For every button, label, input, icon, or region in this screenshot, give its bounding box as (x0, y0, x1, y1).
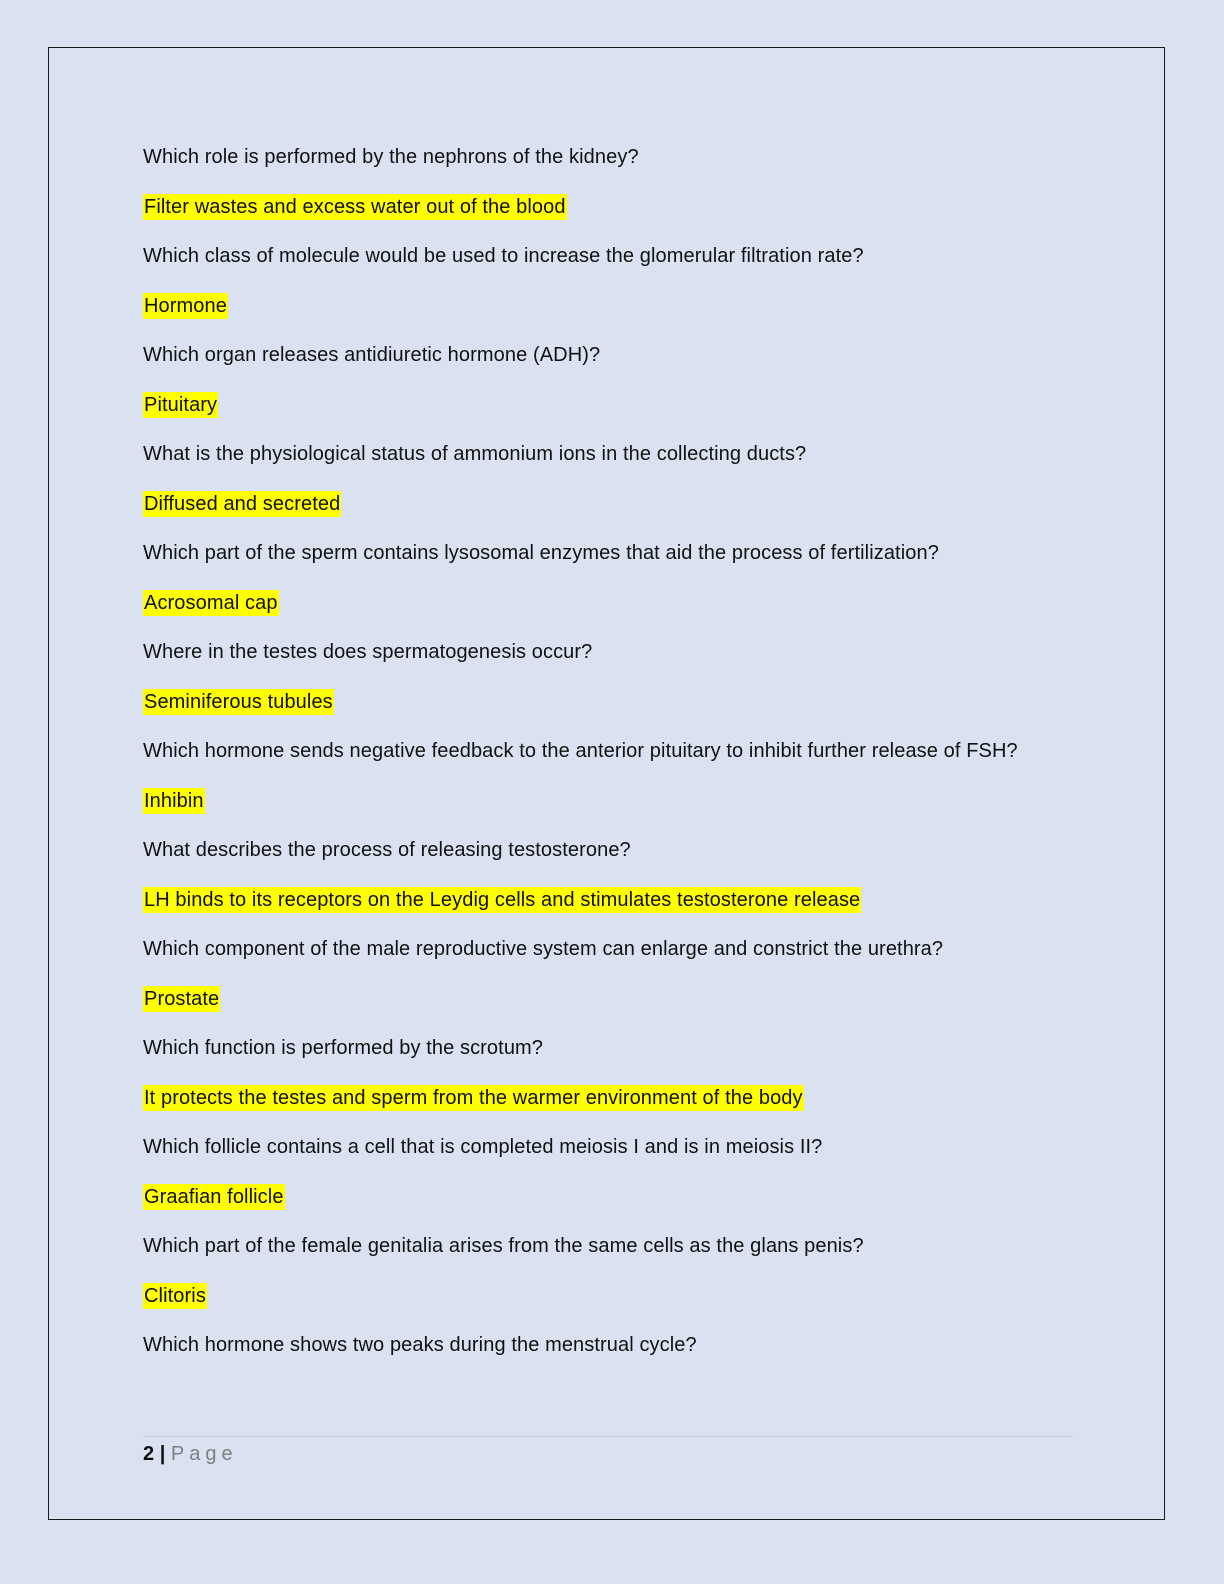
question-7: Which hormone sends negative feedback to the anterior pituitary to inhibit further release of FSH? (143, 740, 1018, 762)
page-footer (143, 1440, 238, 1468)
question-12: Which part of the female genitalia arises from the same cells as the glans penis? (143, 1235, 864, 1257)
page-label: Page (170, 1443, 238, 1465)
answer-10 (143, 1081, 1073, 1115)
answer-12 (143, 1279, 1073, 1313)
question-1: Which role is performed by the nephrons of the kidney? (143, 146, 639, 168)
question-5: Which part of the sperm contains lysosomal enzymes that aid the process of fertilization? (143, 542, 939, 564)
answer-9 (143, 982, 1073, 1016)
answer-4-text: Diffused and secreted (144, 492, 341, 515)
question-6: Where in the testes does spermatogenesis occur? (143, 641, 593, 663)
footer-divider (143, 1436, 1073, 1437)
question-13: Which hormone shows two peaks during the menstrual cycle? (143, 1334, 697, 1356)
answer-3 (143, 388, 1073, 422)
question-11: Which follicle contains a cell that is completed meiosis I and is in meiosis II? (143, 1136, 823, 1158)
question-9: Which component of the male reproductive system can enlarge and constrict the urethra? (143, 938, 944, 960)
document-body (143, 140, 1073, 1378)
answer-1-text: Filter wastes and excess water out of the blood (144, 195, 566, 218)
answer-5 (143, 586, 1073, 620)
answer-10-text: It protects the testes and sperm from the warmer environment of the body (144, 1086, 803, 1109)
answer-6 (143, 685, 1073, 719)
page-number: 2 (143, 1443, 155, 1465)
answer-4 (143, 487, 1073, 521)
answer-8 (143, 883, 1073, 917)
question-4: What is the physiological status of ammonium ions in the collecting ducts? (143, 443, 807, 465)
answer-2-text: Hormone (144, 294, 227, 317)
answer-7-text: Inhibin (144, 789, 204, 812)
question-8: What describes the process of releasing testosterone? (143, 839, 631, 861)
question-10: Which function is performed by the scrotum? (143, 1037, 544, 1059)
question-3: Which organ releases antidiuretic hormone (ADH)? (143, 344, 601, 366)
answer-11 (143, 1180, 1073, 1214)
answer-9-text: Prostate (144, 987, 220, 1010)
page-separator: | (159, 1443, 166, 1465)
answer-11-text: Graafian follicle (144, 1185, 284, 1208)
answer-1 (143, 190, 1073, 224)
answer-5-text: Acrosomal cap (144, 591, 278, 614)
answer-12-text: Clitoris (144, 1284, 206, 1307)
answer-6-text: Seminiferous tubules (144, 690, 333, 713)
answer-7 (143, 784, 1073, 818)
answer-8-text: LH binds to its receptors on the Leydig cells and stimulates testosterone release (144, 888, 861, 911)
question-2: Which class of molecule would be used to increase the glomerular filtration rate? (143, 245, 864, 267)
answer-3-text: Pituitary (144, 393, 218, 416)
answer-2 (143, 289, 1073, 323)
